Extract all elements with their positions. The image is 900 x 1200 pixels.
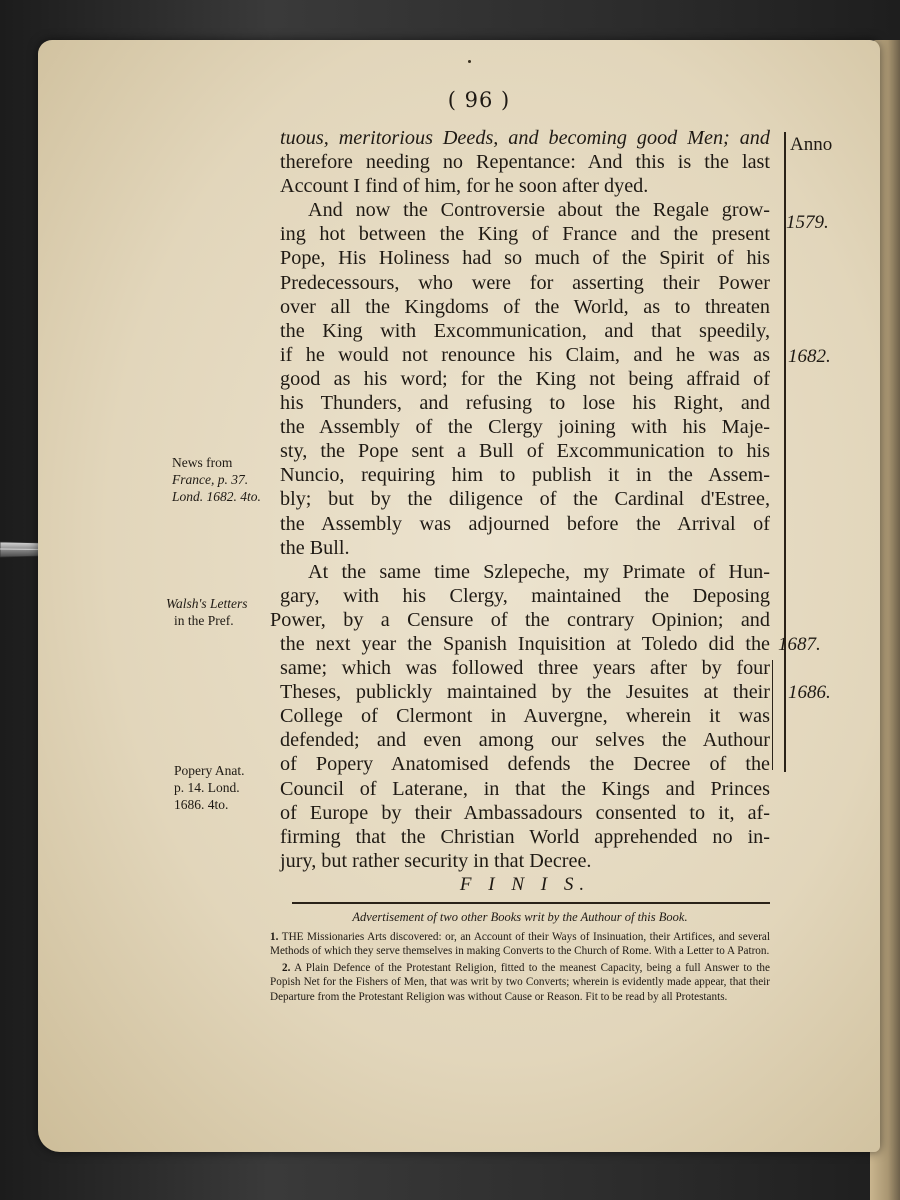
body-line: the Assembly of the Clergy joining with his Maje- <box>280 416 770 439</box>
advertisement-item <box>270 961 770 1005</box>
margin-year-1579: 1579. <box>786 212 829 233</box>
margin-note-news <box>172 454 261 505</box>
body-line: jury, but rather security in that Decree. <box>280 849 592 872</box>
advertisement-title: Advertisement of two other Books writ by the Authour of this Book. <box>352 910 688 924</box>
body-line: same; which was followed three years after by four <box>280 657 770 680</box>
margin-note-line: p. 14. Lond. <box>174 780 240 795</box>
margin-year-1687: 1687. <box>778 634 821 655</box>
advertisement-block <box>270 910 770 1005</box>
margin-note-line: 1686. 4to. <box>174 797 229 812</box>
body-line: therefore needing no Repentance: And this is the last <box>280 151 770 174</box>
body-line: At the same time Szlepeche, my Primate of Hun- <box>308 560 770 583</box>
body-line: the next year the Spanish Inquisition at Toledo did the <box>280 632 770 655</box>
advertisement-item <box>270 930 770 959</box>
body-line: Power, by a Censure of the contrary Opinion; and <box>270 608 770 631</box>
page-number: ( 96 ) <box>447 88 511 112</box>
advertisement-item-text: THE Missionaries Arts discovered: or, an Account of their Ways of Insinuation, their Artifices, and several Methods of which they serve themselves in making Converts to the Church of Rome. With a Letter to A Patron. <box>270 930 770 958</box>
margin-year-1686: 1686. <box>788 682 831 703</box>
body-line: his Thunders, and refusing to lose his Right, and <box>280 392 770 415</box>
margin-year-1682: 1682. <box>788 346 831 367</box>
margin-note-line: Walsh's Letters <box>166 596 248 611</box>
margin-note-popery <box>174 762 245 813</box>
advertisement-item-number: 2. <box>282 961 291 974</box>
body-line: of Europe by their Ambassadours consented to it, af- <box>280 801 770 824</box>
margin-note-line: France, p. 37. <box>172 472 249 487</box>
body-line: Predecessours, who were for asserting their Power <box>280 271 770 294</box>
body-line: of Popery Anatomised defends the Decree of the <box>280 753 770 776</box>
body-text <box>270 126 770 897</box>
margin-note-walsh <box>166 595 248 629</box>
body-line: over all the Kingdoms of the World, as to threaten <box>280 295 770 318</box>
body-line: the Assembly was adjourned before the Arrival of <box>280 512 770 535</box>
body-line: ing hot between the King of France and the present <box>280 223 770 246</box>
body-line: College of Clermont in Auvergne, wherein it was <box>280 705 770 728</box>
body-line: Nuncio, requiring him to publish it in the Assem- <box>280 464 770 487</box>
body-line: if he would not renounce his Claim, and he was as <box>280 343 770 366</box>
body-line: Pope, His Holiness had so much of the Spirit of his <box>280 247 770 270</box>
page-speck <box>468 60 471 63</box>
body-line: bly; but by the diligence of the Cardinal d'Estree, <box>280 488 770 511</box>
divider-rule <box>292 902 770 904</box>
margin-note-line: News from <box>172 455 233 470</box>
anno-label: Anno <box>790 134 833 155</box>
body-line: sty, the Pope sent a Bull of Excommunication to his <box>280 440 770 463</box>
finis-heading: F I N I S. <box>459 873 591 895</box>
margin-rule-inner <box>772 660 773 770</box>
body-line: Theses, publickly maintained by the Jesuites at their <box>280 681 770 704</box>
body-line: gary, with his Clergy, maintained the Deposing <box>280 584 770 607</box>
body-line: tuous, meritorious Deeds, and becoming good Men; and <box>280 127 770 149</box>
book-page <box>38 40 880 1152</box>
body-line: defended; and even among our selves the Authour <box>280 729 770 752</box>
body-line: the King with Excommunication, and that speedily, <box>280 319 770 342</box>
body-line: And now the Controversie about the Regale grow- <box>308 199 770 222</box>
body-line: the Bull. <box>280 536 350 559</box>
body-line: firming that the Christian World apprehended no in- <box>280 825 770 848</box>
body-line: good as his word; for the King not being affraid of <box>280 367 770 390</box>
advertisement-item-text: A Plain Defence of the Protestant Religion, fitted to the meanest Capacity, being a full Answer to the Popish Net for the Fishers of Men, that was writ by two Converts; wherein is evidently made appear, that their Departure from the Protestant Religion was without Cause or Reason. Fit to be read by all Protestants. <box>270 961 770 1003</box>
body-line: Account I find of him, for he soon after dyed. <box>280 175 649 198</box>
advertisement-item-number: 1. <box>270 930 279 943</box>
margin-note-line: in the Pref. <box>174 613 234 628</box>
body-line: Council of Laterane, in that the Kings and Princes <box>280 777 770 800</box>
margin-note-line: Popery Anat. <box>174 763 245 778</box>
margin-note-line: Lond. 1682. 4to. <box>172 489 261 504</box>
